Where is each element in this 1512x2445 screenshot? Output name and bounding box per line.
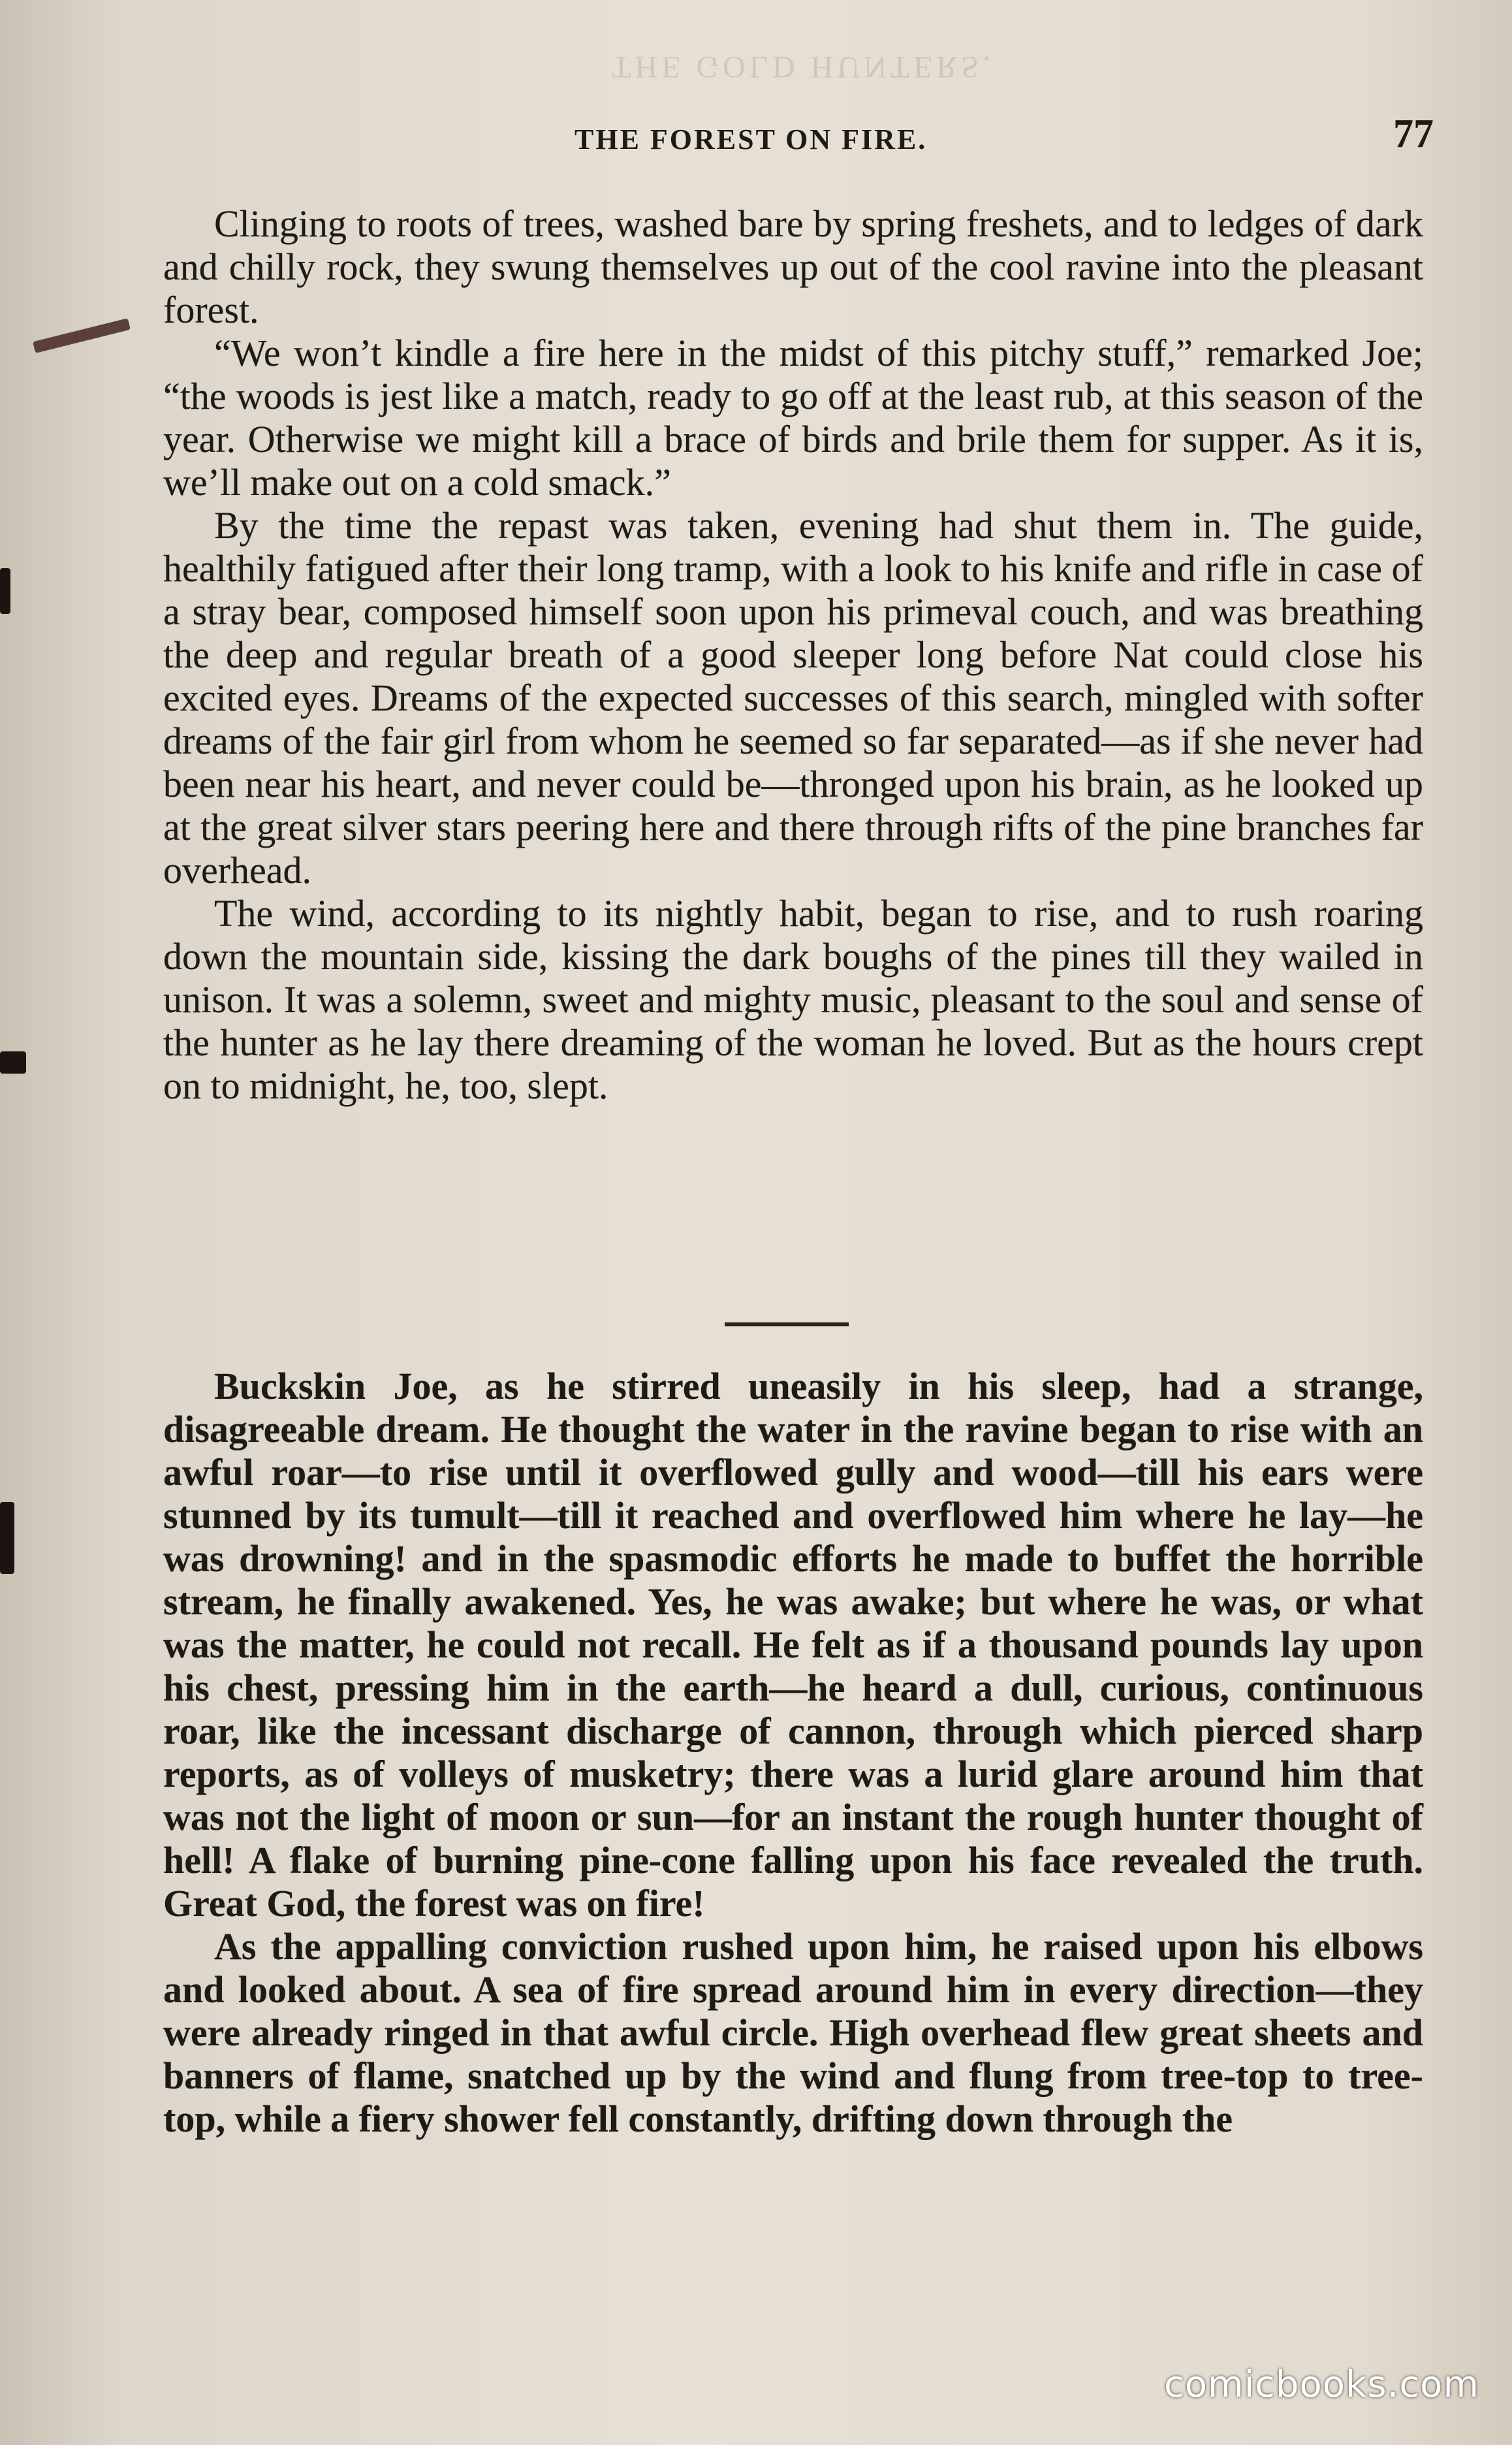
margin-ink-mark bbox=[0, 568, 10, 614]
paragraph: As the appalling conviction rushed upon him, he raised upon his elbows and looked about. A sea of fire spread around him in every direction—they were already ringed in that awful circle. High overhead flew great sheets and banners of flame, snatched up by the wind and flung from tree-top to tree-top, while a fiery shower fell constantly, drifting down through the bbox=[163, 1925, 1423, 2140]
watermark: comicbooks.com bbox=[1163, 2363, 1479, 2406]
bleed-through-text: THE GOLD HUNTERS. bbox=[612, 50, 994, 84]
text-section-before-break bbox=[163, 202, 1423, 1108]
paragraph: Clinging to roots of trees, washed bare by spring freshets, and to ledges of dark and chilly rock, they swung themselves up out of the cool ravine into the pleasant forest. bbox=[163, 202, 1423, 331]
page-header bbox=[170, 111, 1434, 163]
margin-ink-mark bbox=[0, 1051, 26, 1074]
margin-ink-mark bbox=[0, 1502, 14, 1574]
text-section-after-break bbox=[163, 1365, 1423, 2141]
paragraph: By the time the repast was taken, evening had shut them in. The guide, healthily fatigued after their long tramp, with a look to his knife and rifle in case of a stray bear, composed himself soon upon his primeval couch, and was breathing the deep and regular breath of a good sleeper long before Nat could close his excited eyes. Dreams of the expected successes of this search, mingled with softer dreams of the fair girl from whom he seemed so far separated—as if she never had been near his heart, and never could be—thronged upon his brain, as he looked up at the great silver stars peering here and there through rifts of the pine branches far overhead. bbox=[163, 504, 1423, 891]
page-number: 77 bbox=[1393, 112, 1434, 156]
section-divider bbox=[725, 1322, 849, 1326]
paragraph: Buckskin Joe, as he stirred uneasily in his sleep, had a strange, disagreeable dream. He thought the water in the ravine began to rise with an awful roar—to rise until it overflowed gully and wood—till his ears were stunned by its tumult—till it reached and overflowed him where he lay—he was drowning! and in the spasmodic efforts he made to buffet the horrible stream, he finally awakened. Yes, he was awake; but where he was, or what was the matter, he could not recall. He felt as if a thousand pounds lay upon his chest, pressing him in the earth—he heard a dull, curious, continuous roar, like the incessant discharge of cannon, through which pierced sharp reports, as of volleys of musketry; there was a lurid glare around him that was not the light of moon or sun—for an instant the rough hunter thought of hell! A flake of burning pine-cone falling upon his face revealed the truth. Great God, the forest was on fire! bbox=[163, 1365, 1423, 1925]
paragraph: The wind, according to its nightly habit, began to rise, and to rush roaring down the mountain side, kissing the dark boughs of the pines till they wailed in unison. It was a solemn, sweet and mighty music, pleasant to the soul and sense of the hunter as he lay there dreaming of the woman he loved. But as the hours crept on to midnight, he, too, slept. bbox=[163, 892, 1423, 1107]
running-title: THE FOREST ON FIRE. bbox=[575, 123, 928, 155]
paragraph: “We won’t kindle a fire here in the midst of this pitchy stuff,” remarked Joe; “the woods is jest like a match, ready to go off at the least rub, at this season of the year. Otherwise we might kill a brace of birds and brile them for supper. As it is, we’ll make out on a cold smack.” bbox=[163, 332, 1423, 503]
